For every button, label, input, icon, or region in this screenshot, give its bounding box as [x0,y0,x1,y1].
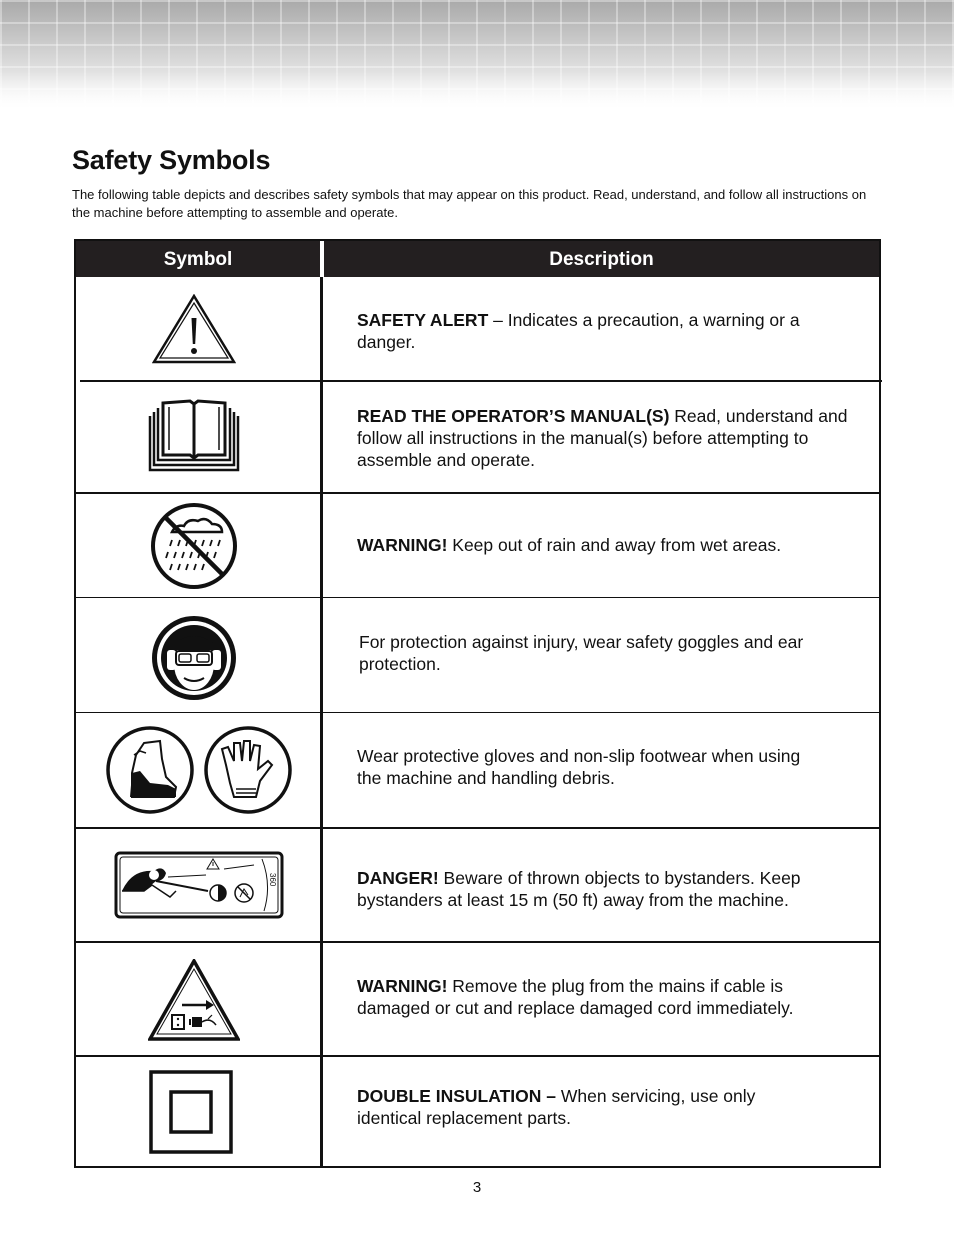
row-description: For protection against injury, wear safety goggles and ear protection. [359,632,804,674]
table-row [76,598,879,713]
icon-label-360: 360 [268,873,277,887]
row-description: Beware of thrown objects to bystanders. Keep bystanders at least 15 m (50 ft) away from the machine. [357,868,801,910]
intro-paragraph: The following table depicts and describes safety symbols that may appear on this product. Read, understand, and follow all instructions on the machine before attempting to assemble and operate. [72,187,867,220]
no-rain-icon [150,502,238,590]
operators-manual-book-icon [146,398,242,476]
row-description: When servicing, use only identical replacement parts. [357,1086,756,1128]
safety-alert-triangle-icon [152,294,236,364]
double-insulation-icon [149,1070,233,1154]
row-label: READ THE OPERATOR’S MANUAL(S) [357,406,670,426]
row-label: WARNING! [357,535,448,555]
boots-gloves-icon [106,725,292,815]
table-row [76,943,879,1057]
goggles-ear-protection-icon [150,614,238,702]
remove-plug-warning-icon [148,959,240,1041]
row-label: DOUBLE INSULATION – [357,1086,556,1106]
row-description: Keep out of rain and away from wet areas. [447,535,782,555]
table-row [76,713,879,829]
header-description: Description [549,249,654,270]
row-label: WARNING! [357,976,448,996]
table-row [76,1057,879,1168]
header-symbol: Symbol [163,249,233,270]
row-label: SAFETY ALERT [357,310,489,330]
header-banner [0,0,954,112]
row-description: Wear protective gloves and non-slip footwear when using the machine and handling debris. [357,746,801,788]
row-description: Read, understand and follow all instructions in the manual(s) before attempting to assemble and operate. [357,406,848,470]
table-header [76,241,879,277]
page-number: 3 [472,1179,482,1196]
table-row [76,829,879,943]
safety-symbols-table [74,239,881,1168]
row-description: – Indicates a precaution, a warning or a danger. [357,310,800,352]
thrown-objects-bystanders-icon [114,851,284,919]
row-label: DANGER! [357,868,439,888]
page-title: Safety Symbols [72,145,271,175]
row-description: Remove the plug from the mains if cable is damaged or cut and replace damaged cord immediately. [357,976,794,1018]
table-row [76,382,879,494]
table-row [76,494,879,598]
table-row [76,277,879,382]
